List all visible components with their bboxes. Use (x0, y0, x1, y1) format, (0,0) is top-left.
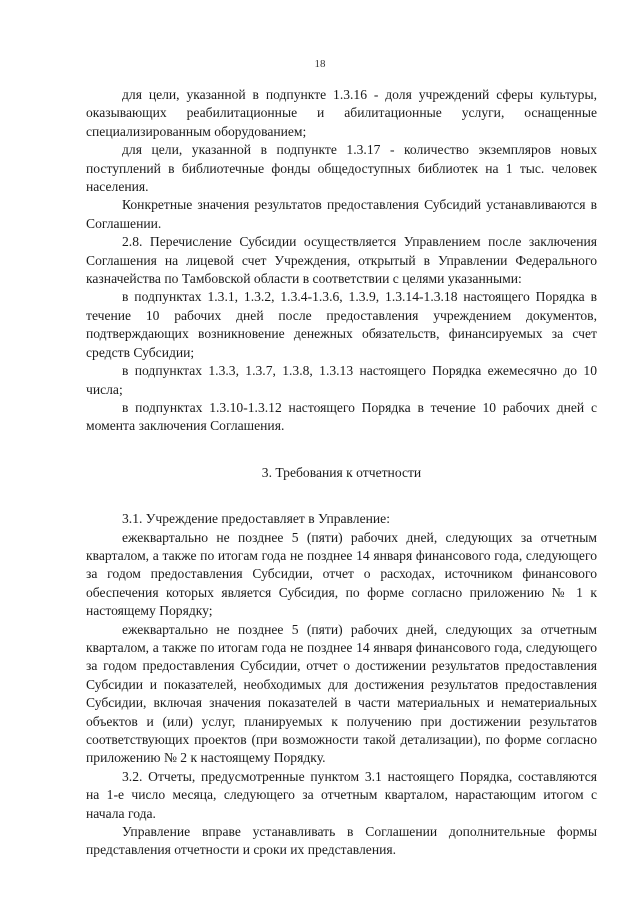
paragraph-results-report: ежеквартально не позднее 5 (пяти) рабочих дней, следующих за отчетным кварталом, а также по итогам года не позднее 14 января финансового года, следующего за годом предоставления Субсидии, отчет о достижении результатов предоставления Субсидии и показателей, необходимых для достижения результатов предоставления Субсидии, включая значения показателей в части материальных и нематериальных объектов и (или) услуг, планируемых к получению при достижении результатов соответствующих проектов (при возможности такой детализации), по форме согласно приложению № 2 к настоящему Порядку. (86, 621, 597, 766)
document-body (86, 86, 597, 860)
paragraph-values-in-agreement: Конкретные значения результатов предоставления Субсидий устанавливаются в Соглашении. (86, 197, 597, 231)
paragraph-3-2-reports: 3.2. Отчеты, предусмотренные пунктом 3.1 настоящего Порядка, составляются на 1-е число месяца, следующего за отчетным кварталом, нарастающим итогом с начала года. (86, 768, 597, 821)
paragraph-3-1-intro: 3.1. Учреждение предоставляет в Управление: (122, 511, 390, 527)
paragraph-subitems-monthly: в подпунктах 1.3.3, 1.3.7, 1.3.8, 1.3.13 настоящего Порядка ежемесячно до 10 числа; (86, 363, 597, 397)
page-number: 18 (314, 58, 326, 70)
paragraph-subitems-agreement: в подпунктах 1.3.10-1.3.12 настоящего Порядка в течение 10 рабочих дней с момента заключения Соглашения. (86, 399, 597, 434)
paragraph-2-8-transfer: 2.8. Перечисление Субсидии осуществляется Управлением после заключения Соглашения на лицевой счет Учреждения, открытый в Управлении Федерального казначейства по Тамбовской области в соответствии с целями указанными: (86, 234, 597, 287)
paragraph-target-1-3-17: для цели, указанной в подпункте 1.3.17 - количество экземпляров новых поступлений в библиотечные фонды общедоступных библиотек на 1 тыс. человек населения. (86, 142, 597, 195)
section-heading: 3. Требования к отчетности (261, 464, 422, 480)
paragraph-target-1-3-16: для цели, указанной в подпункте 1.3.16 - доля учреждений сферы культуры, оказывающих реабилитационные и абилитационные услуги, оснащенные специализированным оборудованием; (86, 87, 597, 139)
paragraph-subitems-ten-days: в подпунктах 1.3.1, 1.3.2, 1.3.4-1.3.6, 1.3.9, 1.3.14-1.3.18 настоящего Порядка в течение 10 рабочих дней после предоставления учреждением документов, подтверждающих возникновение денежных обязательств, финансируемых за счет средств Субсидии; (86, 289, 597, 360)
paragraph-additional-forms: Управление вправе устанавливать в Соглашении дополнительные формы представления отчетности и сроки их представления. (86, 824, 597, 858)
paragraph-expense-report: ежеквартально не позднее 5 (пяти) рабочих дней, следующих за отчетным кварталом, а также по итогам года не позднее 14 января финансового года, следующего за годом предоставления Субсидии, отчет о расходах, источником финансового обеспечения которых является Субсидия, по форме согласно приложению № 1 к настоящему Порядку; (86, 529, 597, 619)
